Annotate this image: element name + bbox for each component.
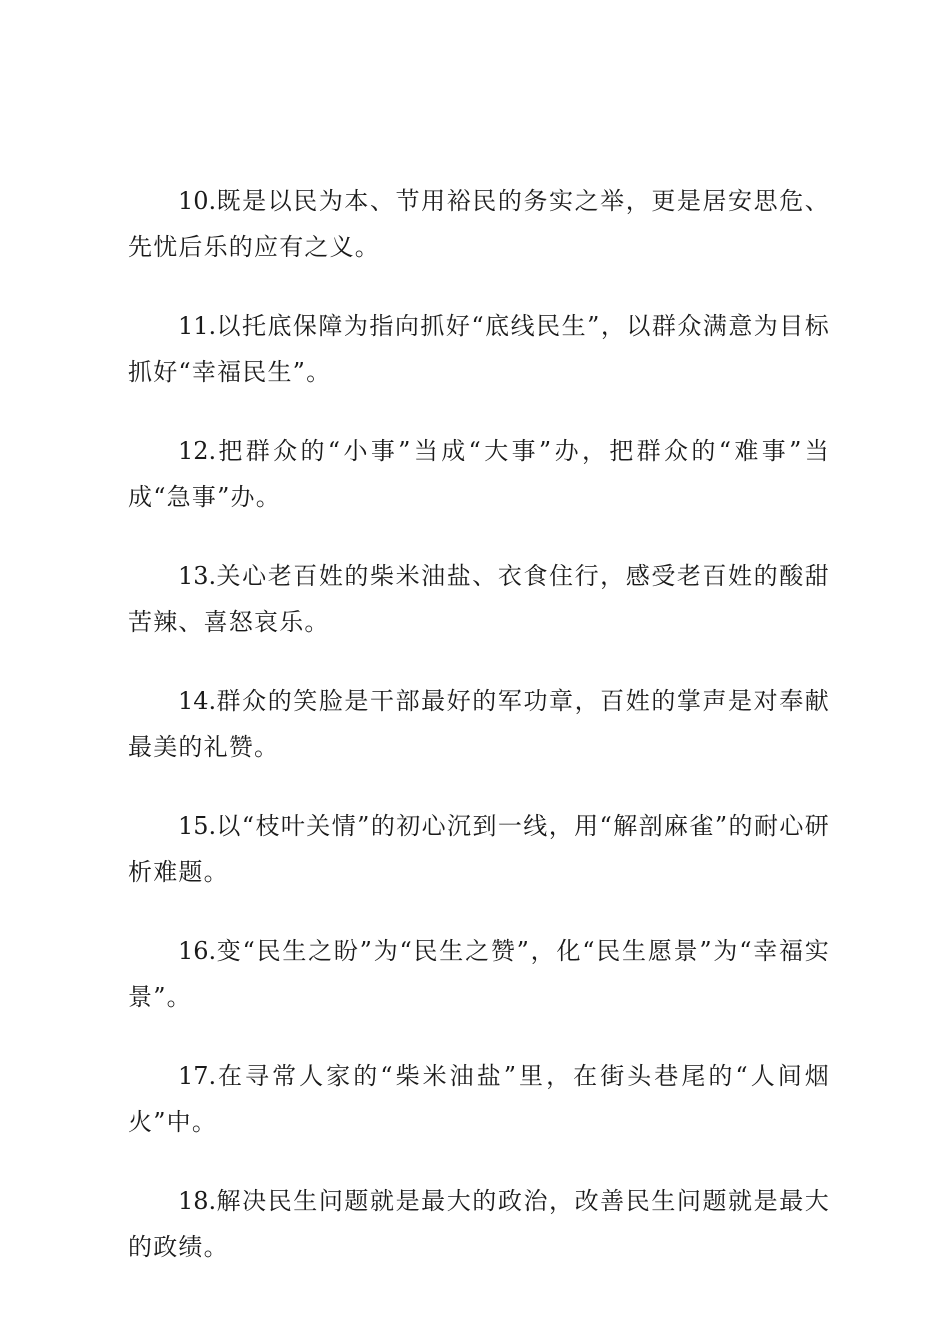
paragraph-10 xyxy=(128,178,830,270)
item-number: 10. xyxy=(178,187,217,215)
item-number: 12. xyxy=(178,437,217,465)
paragraph-15 xyxy=(128,803,830,895)
paragraph-14 xyxy=(128,678,830,770)
item-text: 在寻常人家的“柴米油盐”里，在街头巷尾的“人间烟火”中。 xyxy=(128,1062,830,1136)
document-body xyxy=(128,178,830,1303)
item-number: 17. xyxy=(178,1062,217,1090)
paragraph-13 xyxy=(128,553,830,645)
item-text: 既是以民为本、节用裕民的务实之举，更是居安思危、先忧后乐的应有之义。 xyxy=(128,187,830,261)
item-text: 以“枝叶关情”的初心沉到一线，用“解剖麻雀”的耐心研析难题。 xyxy=(128,812,830,886)
item-text: 解决民生问题就是最大的政治，改善民生问题就是最大的政绩。 xyxy=(128,1187,830,1261)
item-number: 18. xyxy=(178,1187,217,1215)
item-text: 关心老百姓的柴米油盐、衣食住行，感受老百姓的酸甜苦辣、喜怒哀乐。 xyxy=(128,562,830,636)
item-number: 16. xyxy=(178,937,217,965)
item-number: 13. xyxy=(178,562,217,590)
item-number: 15. xyxy=(178,812,217,840)
item-number: 11. xyxy=(178,312,217,340)
item-text: 变“民生之盼”为“民生之赞”，化“民生愿景”为“幸福实景”。 xyxy=(128,937,830,1011)
paragraph-12 xyxy=(128,428,830,520)
item-text: 群众的笑脸是干部最好的军功章，百姓的掌声是对奉献最美的礼赞。 xyxy=(128,687,830,761)
paragraph-11 xyxy=(128,303,830,395)
item-text: 把群众的“小事”当成“大事”办，把群众的“难事”当成“急事”办。 xyxy=(128,437,830,511)
paragraph-17 xyxy=(128,1053,830,1145)
item-text: 以托底保障为指向抓好“底线民生”，以群众满意为目标抓好“幸福民生”。 xyxy=(128,312,830,386)
paragraph-18 xyxy=(128,1178,830,1270)
paragraph-16 xyxy=(128,928,830,1020)
item-number: 14. xyxy=(178,687,217,715)
